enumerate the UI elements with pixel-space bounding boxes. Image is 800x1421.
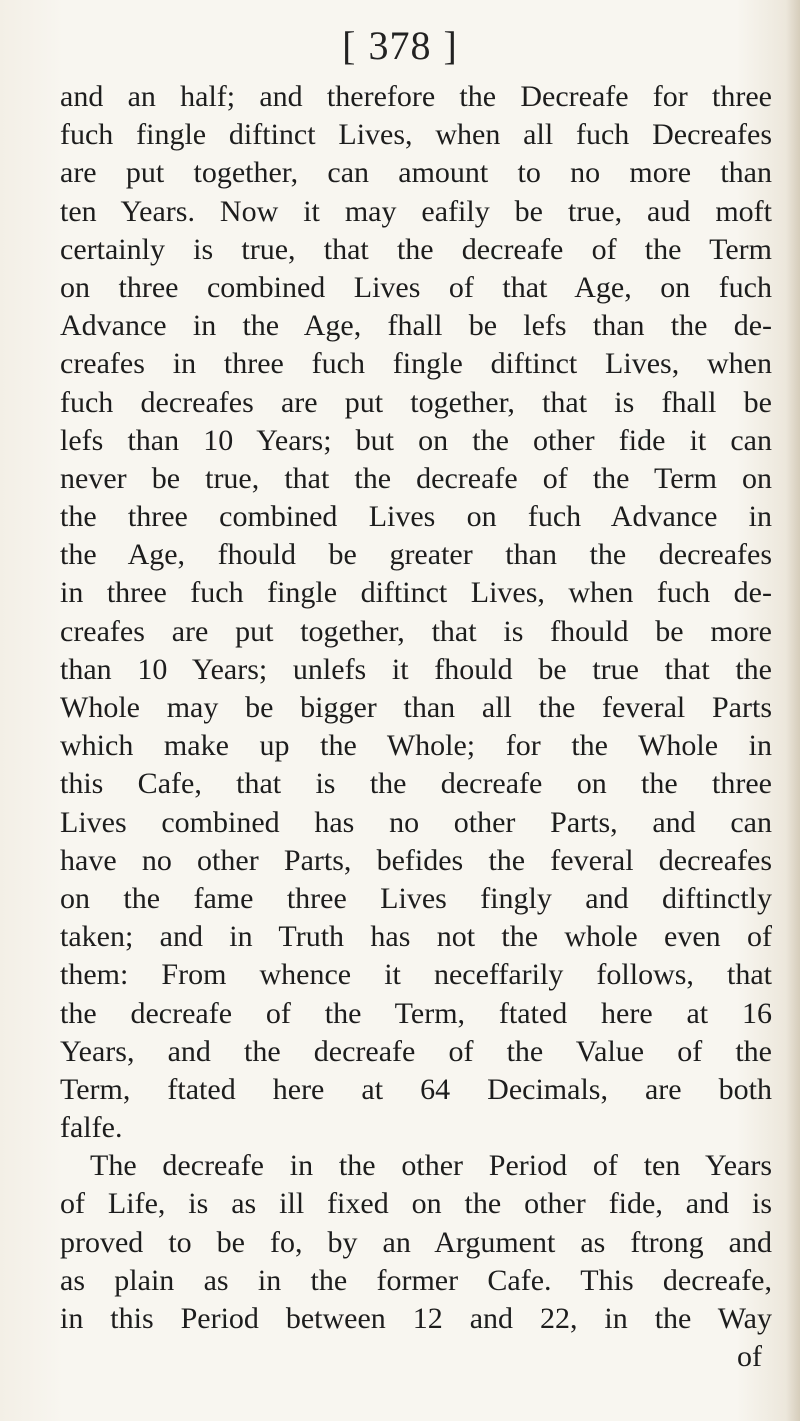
header-open-bracket: [ bbox=[342, 23, 357, 68]
text-line: lefs than 10 Years; but on the other fide it can bbox=[60, 423, 772, 457]
text-line: Term, ftated here at 64 Decimals, are both bbox=[60, 1072, 772, 1106]
text-line: on the fame three Lives fingly and diftinctly bbox=[60, 881, 772, 915]
text-line: fuch fingle diftinct Lives, when all fuch Decreafes bbox=[60, 118, 772, 152]
text-line: of Life, is as ill fixed on the other fide, and is bbox=[60, 1187, 772, 1221]
text-line: proved to be fo, by an Argument as ftrong and bbox=[60, 1225, 772, 1259]
text-line: as plain as in the former Cafe. This decreafe, bbox=[60, 1263, 772, 1297]
text-line: are put together, can amount to no more than bbox=[60, 156, 772, 190]
text-line: which make up the Whole; for the Whole in bbox=[60, 729, 772, 763]
text-line: Advance in the Age, fhall be lefs than the de- bbox=[60, 309, 772, 343]
text-line: in this Period between 12 and 22, in the Way bbox=[60, 1302, 772, 1335]
text-line: creafes in three fuch fingle diftinct Lives, when bbox=[60, 347, 772, 381]
text-line: and an half; and therefore the Decreafe for three bbox=[60, 80, 772, 113]
text-line: Whole may be bigger than all the feveral Parts bbox=[60, 691, 772, 724]
text-line: Years, and the decreafe of the Value of the bbox=[60, 1034, 772, 1068]
text-line: fuch decreafes are put together, that is fhall be bbox=[60, 385, 772, 419]
text-line: taken; and in Truth has not the whole even of bbox=[60, 920, 772, 954]
text-line: the Age, fhould be greater than the decreafes bbox=[60, 538, 772, 572]
text-line: on three combined Lives of that Age, on fuch bbox=[60, 270, 772, 304]
page-header bbox=[0, 22, 800, 69]
text-line: them: From whence it neceffarily follows, that bbox=[60, 958, 772, 992]
text-line: creafes are put together, that is fhould be more bbox=[60, 614, 772, 648]
text-line: ten Years. Now it may eafily be true, aud moft bbox=[60, 194, 772, 228]
text-line: in three fuch fingle diftinct Lives, when fuch de- bbox=[60, 576, 772, 610]
text-line: never be true, that the decreafe of the Term on bbox=[60, 461, 772, 495]
text-line: The decreafe in the other Period of ten Years bbox=[90, 1149, 772, 1183]
text-line: this Cafe, that is the decreafe on the three bbox=[60, 767, 772, 801]
text-line: the three combined Lives on fuch Advance in bbox=[60, 500, 772, 534]
page-number: 378 bbox=[368, 23, 432, 68]
header-close-bracket: ] bbox=[443, 23, 458, 68]
text-line: the decreafe of the Term, ftated here at 16 bbox=[60, 996, 772, 1030]
text-line: certainly is true, that the decreafe of the Term bbox=[60, 232, 772, 266]
text-line: falfe. bbox=[60, 1111, 123, 1145]
text-line: Lives combined has no other Parts, and can bbox=[60, 805, 772, 839]
catchword: of bbox=[737, 1340, 762, 1374]
body-text bbox=[60, 78, 772, 1376]
text-line: than 10 Years; unlefs it fhould be true that the bbox=[60, 652, 772, 686]
page-edge-shadow bbox=[786, 0, 800, 1421]
text-line: have no other Parts, befides the feveral decreafes bbox=[60, 843, 772, 877]
